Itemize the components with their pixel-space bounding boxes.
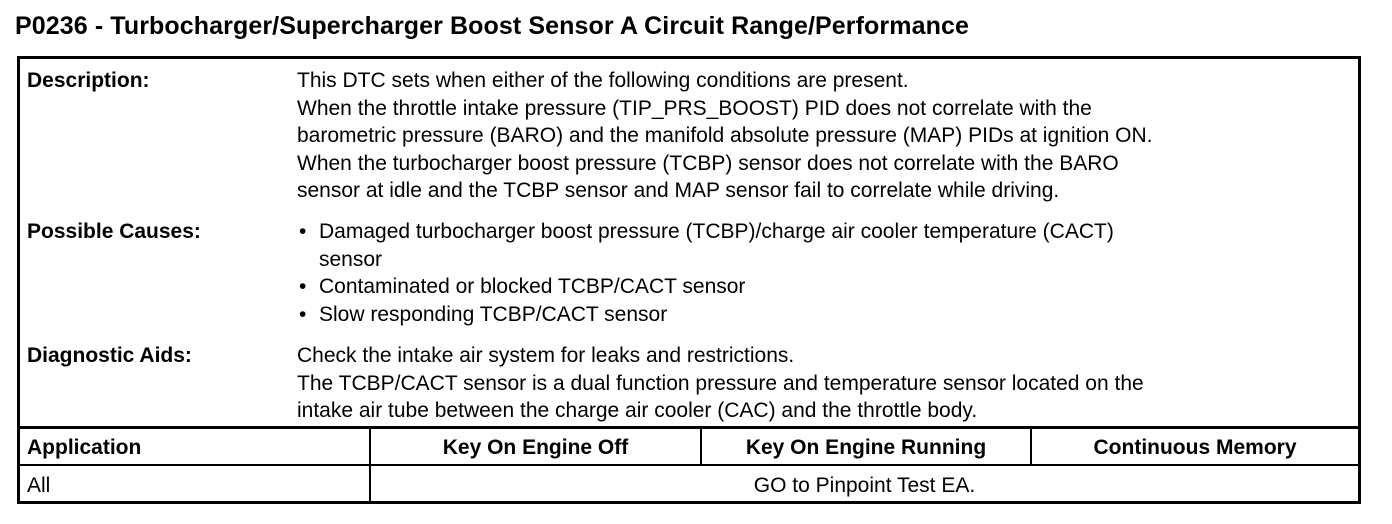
header-continuous-memory: Continuous Memory	[1093, 436, 1297, 459]
bullet-icon: •	[299, 302, 307, 326]
table-divider	[20, 426, 1358, 429]
possible-causes-list	[297, 218, 1114, 328]
description-line: When the throttle intake pressure (TIP_PRS_BOOST) PID does not correlate with the	[297, 96, 1092, 120]
description-line: barometric pressure (BARO) and the manifold absolute pressure (MAP) PIDs at ignition ON.	[297, 124, 1153, 147]
diagnostic-aids-line: The TCBP/CACT sensor is a dual function pressure and temperature sensor located on the	[297, 371, 1144, 395]
description-text	[297, 67, 1153, 205]
diagnostic-aids-line: intake air tube between the charge air cooler (CAC) and the throttle body.	[297, 399, 978, 422]
description-line: This DTC sets when either of the following conditions are present.	[297, 69, 909, 92]
description-line: When the turbocharger boost pressure (TCBP) sensor does not correlate with the BARO	[297, 151, 1119, 175]
possible-causes-label: Possible Causes:	[27, 220, 201, 243]
list-item: • Contaminated or blocked TCBP/CACT sensor	[297, 273, 1114, 301]
bullet-icon: •	[299, 275, 307, 298]
diagnostic-aids-label: Diagnostic Aids:	[27, 344, 192, 367]
dtc-info-table	[17, 56, 1361, 504]
bullet-icon: •	[299, 220, 307, 243]
list-item: • Damaged turbocharger boost pressure (TCBP)/charge air cooler temperature (CACT) sensor	[299, 220, 1114, 271]
header-key-on-engine-off: Key On Engine Off	[442, 436, 629, 459]
cell-application: All	[27, 474, 51, 497]
page-title: P0236 - Turbocharger/Supercharger Boost Sensor A Circuit Range/Performance	[15, 12, 969, 40]
description-label: Description:	[27, 69, 150, 92]
list-item: • Slow responding TCBP/CACT sensor	[297, 301, 1114, 329]
diagnostic-aids-line: Check the intake air system for leaks and restrictions.	[297, 344, 795, 367]
header-key-on-engine-running: Key On Engine Running	[745, 436, 987, 459]
cell-pinpoint-test-action: GO to Pinpoint Test EA.	[753, 474, 976, 497]
diagnostic-aids-text	[297, 342, 1144, 425]
header-application: Application	[27, 436, 142, 459]
description-line: sensor at idle and the TCBP sensor and MAP sensor fail to correlate while driving.	[297, 179, 1060, 202]
